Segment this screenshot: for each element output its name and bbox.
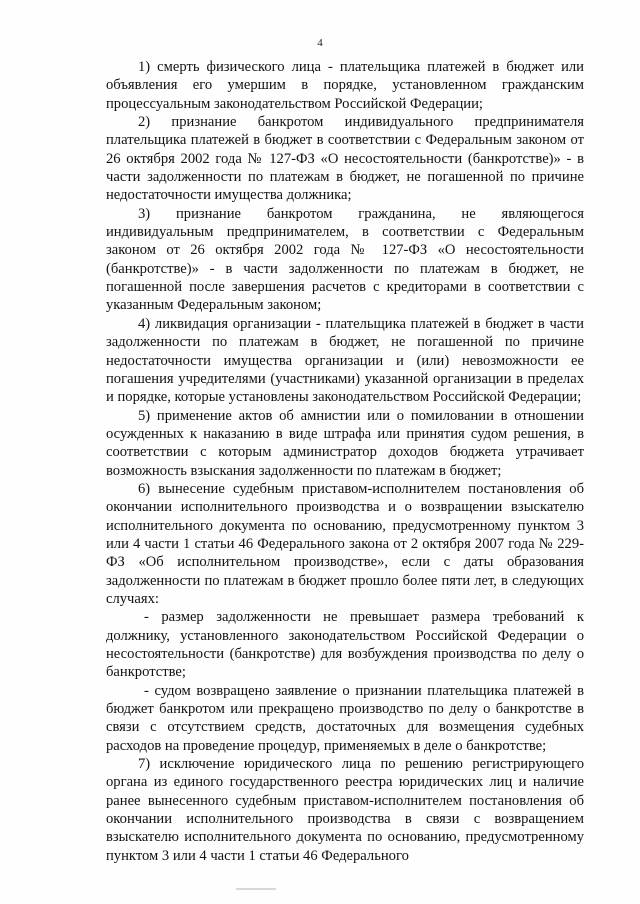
paragraph-item-7: 7) исключение юридического лица по решению регистрирующего органа из единого государственного реестра юридических лиц и наличие ранее вынесенного судебным приставом-исполнителем постановления об окончании исполнительного производства в связи с возвращением взыскателю исполнительного документа по основанию, предусмотренному пунктом 3 или 4 части 1 статьи 46 Федерального (106, 756, 584, 864)
paragraph-item-2: 2) признание банкротом индивидуального предпринимателя плательщика платежей в бюджет в соответствии с Федеральным законом от 26 октября 2002 года № 127-ФЗ «О несостоятельности (банкротстве)» - в части задолженности по платежам в бюджет, не погашенной по причине недостаточности имущества должника; (106, 114, 584, 204)
paragraph-item-6: 6) вынесение судебным приставом-исполнителем постановления об окончании исполнительного производства и о возвращении взыскателю исполнительного документа по основанию, предусмотренному пунктом 3 или 4 части 1 статьи 46 Федерального закона от 2 октября 2007 года № 229-ФЗ «Об исполнительном производстве», если с даты образования задолженности по платежам в бюджет прошло более пяти лет, в следующих случаях: (106, 480, 584, 607)
paragraph-item-5: 5) применение актов об амнистии или о помиловании в отношении осужденных к наказанию в виде штрафа или принятия судом решения, в соответствии с которым администратор доходов бюджета утрачивает возможность взыскания задолженности по платежам в бюджет; (106, 407, 584, 479)
scan-artifact (236, 888, 276, 890)
paragraph-item-1: 1) смерть физического лица - плательщика платежей в бюджет или объявления его умершим в порядке, установленном гражданским процессуальным законодательством Российской Федерации; (106, 59, 584, 112)
paragraph-item-4: 4) ликвидация организации - плательщика платежей в бюджет в части задолженности по платежам в бюджет, не погашенной по причине недостаточности имущества организации и (или) невозможности ее погашения учредителями (участниками) указанной организации в пределах и порядке, которые установлены законодательством Российской Федерации; (106, 315, 584, 406)
paragraph-subitem-2: - судом возвращено заявление о признании плательщика платежей в бюджет банкротом или прекращено производство по делу о банкротстве в связи с отсутствием средств, достаточных для возмещения судебных расходов на проведение процедур, применяемых в деле о банкротстве; (106, 682, 584, 754)
paragraph-item-3: 3) признание банкротом гражданина, не являющегося индивидуальным предпринимателем, в соответствии с Федеральным законом от 26 октября 2002 года № 127-ФЗ «О несостоятельности (банкротстве)» - в части задолженности по платежам в бюджет, не погашенной после завершения расчетов с кредиторами в соответствии с указанным Федеральным законом; (106, 205, 584, 314)
document-body (106, 58, 584, 865)
paragraph-subitem-1: - размер задолженности не превышает размера требований к должнику, установленного законодательством Российской Федерации о несостоятельности (банкротстве) для возбуждения производства по делу о банкротстве; (106, 609, 584, 681)
page-number: 4 (317, 37, 323, 49)
